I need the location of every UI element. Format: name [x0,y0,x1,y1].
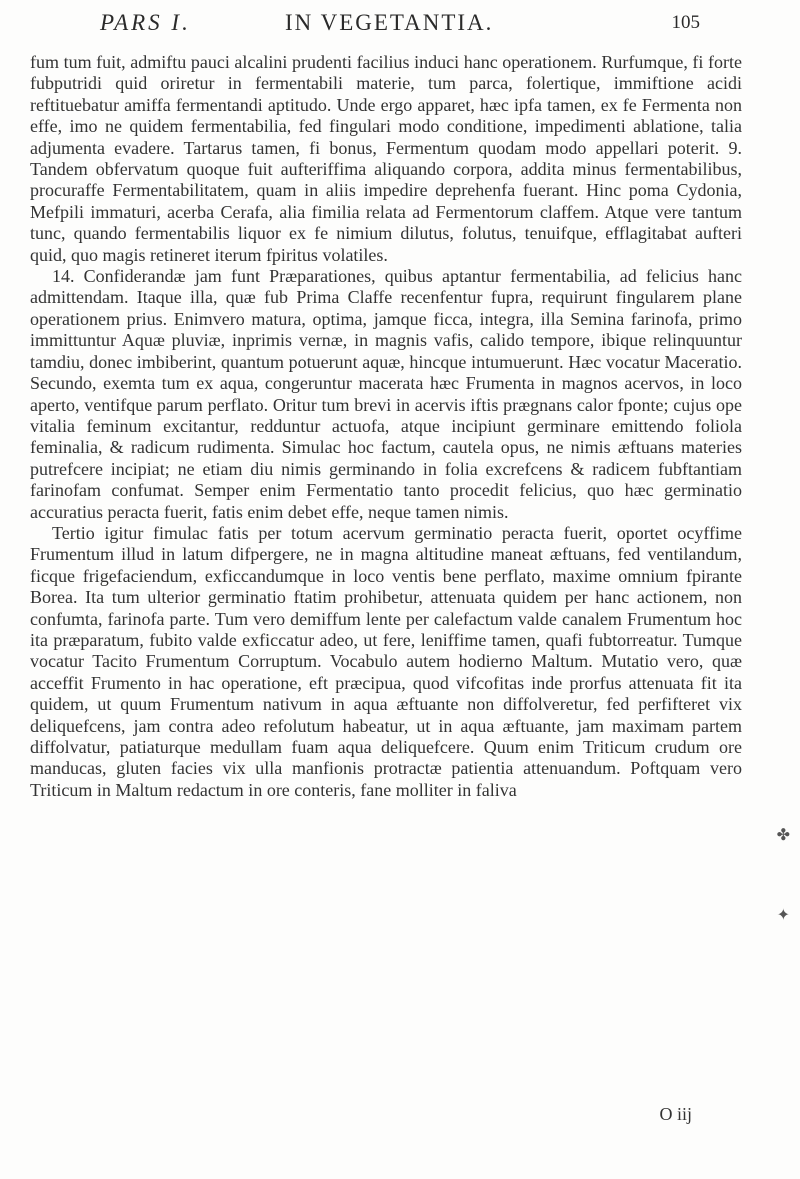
paragraph-14: 14. Confiderandæ jam funt Præparationes, quibus aptantur fermentabilia, ad felicius hanc admittendam. Itaque illa, quæ fub Prima Claffe recenfentur fupra, requirunt fingularem plane operationem prius. Enimvero matura, optima, jamque ficca, integra, illa Semina farinofa, primo immittuntur Aquæ pluviæ, inprimis vernæ, in magnis vafis, calido tempore, ibique relinquuntur tamdiu, donec imbiberint, quantum potuerunt aquæ, hincque intumuerunt. Hæc vocatur Maceratio. Secundo, exemta tum ex aqua, congeruntur macerata hæc Frumenta in magnos acervos, in loco aperto, ventifque parum perflato. Oritur tum brevi in acervis iftis prægnans calor fponte; cujus ope vitalia feminum excitantur, redduntur actuofa, atque incipiunt germinare emittendo foliola feminalia, & radicum rudimenta. Simulac hoc factum, cautela opus, ne nimis æftuans materies putrefcere incipiat; ne etiam diu nimis germinando in folia excrefcens & radicem fubftantiam farinofam confumat. Semper enim Fermentatio tanto procedit felicius, quo hæc germinatio accuratius peracta fuerit, fatis enim debet effe, neque tamen nimis. [30,266,742,522]
body-text [30,52,742,801]
running-head-part: PARS I. [100,10,191,35]
signature-mark: O iij [659,1104,692,1124]
running-head-title: IN VEGETANTIA. [285,10,494,35]
margin-ornament-mark: ✦ [776,905,790,924]
paragraph-tertio: Tertio igitur fimulac fatis per totum acervum germinatio peracta fuerit, oportet ocyffime Frumentum illud in latum difpergere, ne in magna altitudine maneat æftuans, fed ventilandum, ficque frigefaciendum, exficcandumque in loco ventis bene perflato, maxime omnium fpirante Borea. Ita tum ulterior germinatio ftatim prohibetur, attenuata quidem per hanc actionem, non confumta, farinofa parte. Tum vero demiffum lente per calefactum valde canalem Frumentum hoc ita præparatum, fubito valde exficcatur adeo, ut fere, leniffime tamen, quafi fubtorreatur. Tumque vocatur Tacito Frumentum Corruptum. Vocabulo autem hodierno Maltum. Mutatio vero, quæ acceffit Frumento in hac operatione, eft præcipua, quod vifcofitas inde prorfus attenuata fit ita quidem, ut quum Frumentum nativum in aqua æftuante non diffolveretur, fed perfifteret vix deliquefcens, jam contra adeo refolutum habeatur, ut in aqua æftuante, jam maximam partem diffolvatur, patiaturque medullam fuam aqua deliquefcere. Quum enim Triticum crudum ore manducas, gluten facies vix ulla manfionis protractæ patientia attenuandum. Poftquam vero Triticum in Maltum redactum in ore conteris, fane molliter in faliva [30,522,742,800]
margin-ornament-mark: ✤ [776,825,790,844]
page-number: 105 [671,12,700,33]
paragraph-continued: fum tum fuit, admiftu pauci alcalini prudenti facilius induci hanc operationem. Rurfumque, fi forte fubputridi quid oriretur in fermentabili materie, tum parca, folertique, immiftione acidi reftituebatur amiffa fermentandi aptitudo. Unde ergo apparet, hæc ipfa tamen, ex fe Fermenta non effe, imo ne quidem fermentabilia, fed fingulari modo conditione, impedimenti ablatione, talia adjumenta evadere. Tartarus tamen, fi bonus, Fermentum quodam modo appellari poterit. 9. Tandem obfervatum quoque fuit aufteriffima aliquando corpora, addita minus fermentabilibus, procuraffe Fermentabilitatem, quam in aliis impedire deprehenfa fuerant. Hinc poma Cydonia, Mefpili immaturi, acerba Cerafa, alia fimilia relata ad Fermentorum claffem. Atque vere tantum tunc, quando fermentabilis liquor ex fe nimium dilutus, folutus, tenuifque, efflagitabat aufteri quid, quo magis retineret iterum fpiritus volatiles. [30,52,742,265]
running-head [100,10,700,50]
